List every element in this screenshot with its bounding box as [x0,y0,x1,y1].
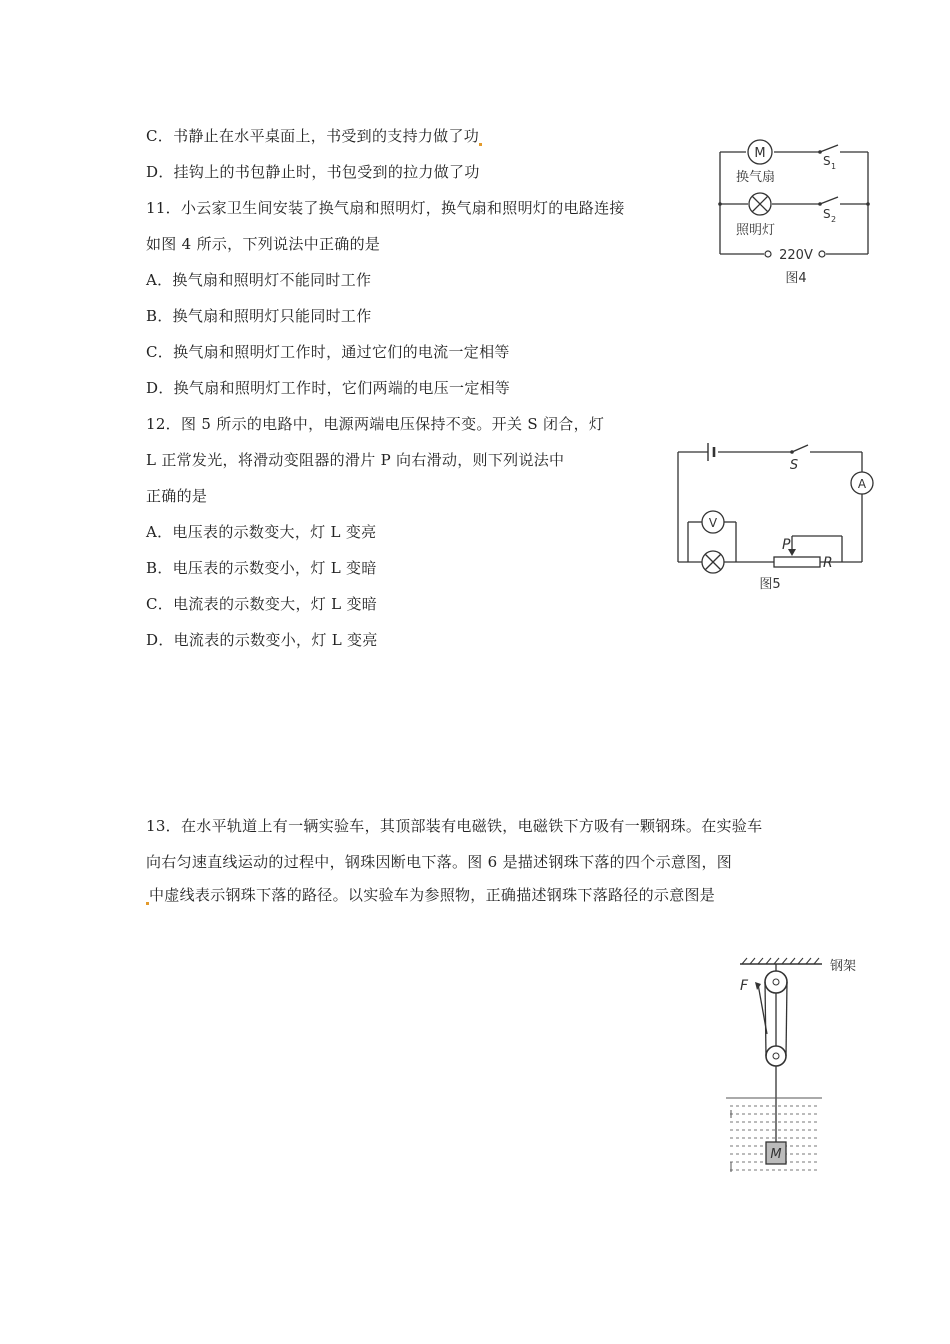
switch-s2-subscript: 2 [831,215,837,224]
q12-option-a: A．电压表的示数变大，灯 L 变亮 [146,523,377,541]
resistor-label: R [823,555,833,571]
q13-stem-line1: 13．在水平轨道上有一辆实验车，其顶部装有电磁铁，电磁铁下方吸有一颗钢珠。在实验车 [146,817,763,835]
figure-4-caption: 图4 [785,271,807,286]
q10-option-d: D．挂钩上的书包静止时，书包受到的拉力做了功 [146,163,480,181]
q13-stem-line3: 中虚线表示钢珠下落的路径。以实验车为参照物，正确描述钢珠下落路径的示意图是 [146,885,715,905]
q11-option-b: B．换气扇和照明灯只能同时工作 [146,307,372,325]
q12-option-c: C．电流表的示数变大，灯 L 变暗 [146,595,378,613]
frame-label: 钢架 [830,959,857,974]
q11-option-c: C．换气扇和照明灯工作时，通过它们的电流一定相等 [146,343,510,361]
fan-label: 换气扇 [736,170,776,185]
q12-stem-line2: L 正常发光，将滑动变阻器的滑片 P 向右滑动，则下列说法中 [146,451,565,469]
q12-stem-line1: 12．图 5 所示的电路中，电源两端电压保持不变。开关 S 闭合，灯 [146,415,605,433]
q13-stem-line2: 向右匀速直线运动的过程中，钢珠因断电下落。图 6 是描述钢珠下落的四个示意图，图 [146,853,733,871]
q12-option-b: B．电压表的示数变小，灯 L 变暗 [146,559,377,577]
switch-s2-label: S [823,207,831,221]
motor-label: M [754,146,766,161]
decorative-mark [479,143,482,146]
rheostat-icon [774,557,820,567]
figure-5-caption: 图5 [759,577,781,592]
q11-option-d: D．换气扇和照明灯工作时，它们两端的电压一定相等 [146,379,511,397]
q11-option-a: A．换气扇和照明灯不能同时工作 [146,271,372,289]
voltmeter-label: V [708,516,718,530]
figure-4-circuit [712,134,882,290]
figure-5-circuit [670,436,880,596]
force-label: F [740,978,749,994]
q11-stem-line2: 如图 4 所示，下列说法中正确的是 [146,235,381,253]
switch-s1-label: S [823,154,831,168]
q10-option-c: C．书静止在水平桌面上，书受到的支持力做了功 [146,126,482,146]
q12-stem-line3: 正确的是 [146,487,208,505]
voltage-label: 220V [779,248,813,263]
mass-label: M [770,1147,782,1162]
q12-option-d: D．电流表的示数变小，灯 L 变亮 [146,631,378,649]
pulley-figure [700,950,880,1182]
lamp-label: 照明灯 [736,223,776,238]
switch-s1-subscript: 1 [831,162,837,171]
slider-label: P [782,537,791,553]
q11-stem-line1: 11．小云家卫生间安装了换气扇和照明灯，换气扇和照明灯的电路连接 [146,199,625,217]
ammeter-label: A [857,477,867,491]
switch-label: S [789,458,799,473]
